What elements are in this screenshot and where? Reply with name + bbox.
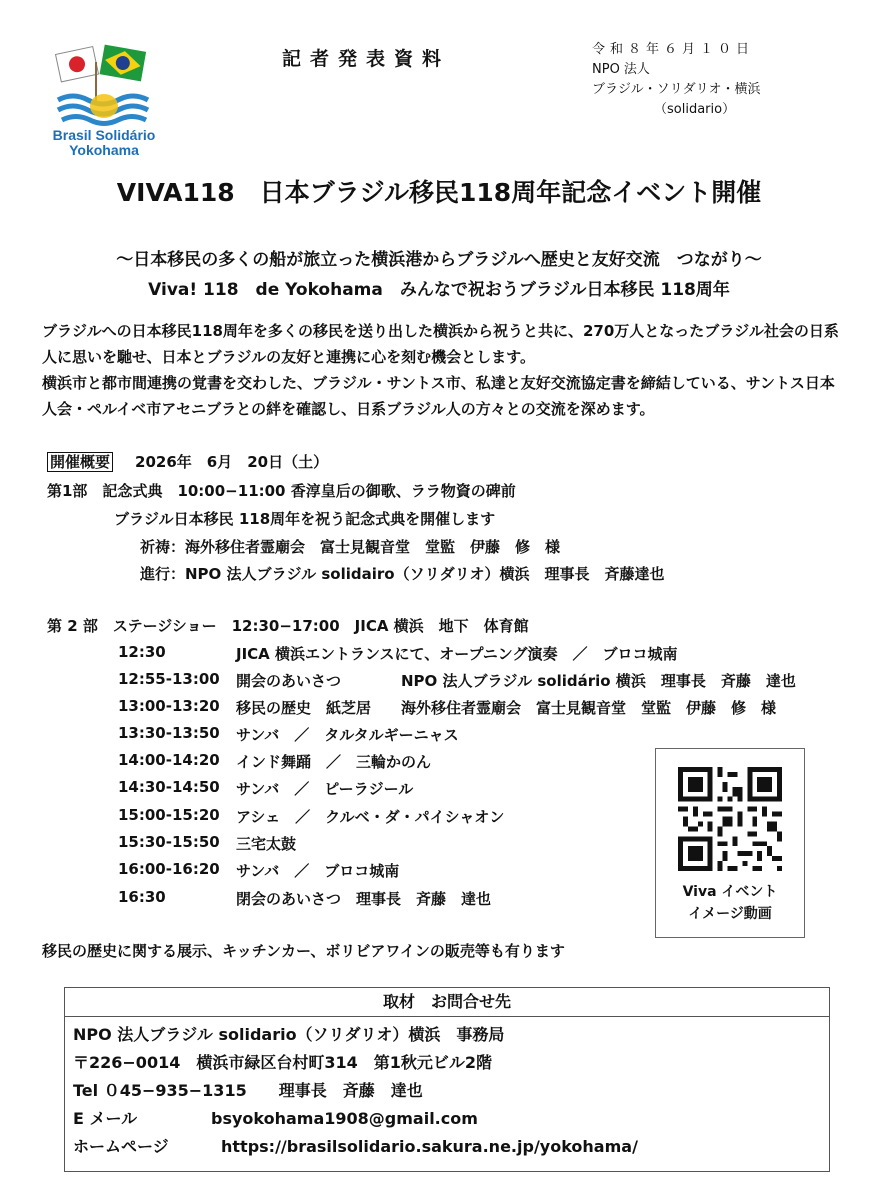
schedule-time: 15:30-15:50 — [118, 833, 220, 851]
qr-caption — [656, 881, 804, 925]
part1-description: ブラジル日本移民 118周年を祝う記念式典を開催します — [114, 510, 496, 528]
homepage-link[interactable]: https://brasilsolidario.sakura.ne.jp/yokohama/ — [221, 1137, 638, 1156]
qr-code-panel — [655, 748, 805, 938]
schedule-time: 13:30-13:50 — [118, 724, 220, 742]
schedule-time: 15:00-15:20 — [118, 806, 220, 824]
issue-date: 令和８年６月１０日 — [592, 42, 755, 57]
email-link[interactable]: bsyokohama1908@gmail.com — [211, 1109, 478, 1128]
overview-line — [47, 451, 328, 472]
schedule-item: サンバ ／ タルタルギーニャス — [236, 726, 459, 744]
part1-prayer: 祈祷：海外移住者霊廟会 富士見観音堂 堂監 伊藤 修 様 — [140, 538, 561, 556]
qr-caption-line2: イメージ動画 — [688, 906, 772, 922]
part2-heading: 第 2 部 ステージショー 12:30−17:00 JICA 横浜 地下 体育館 — [47, 617, 529, 635]
schedule-item: JICA 横浜エントランスにて、オープニング演奏 ／ ブロコ城南 — [236, 645, 678, 663]
schedule-item: 閉会のあいさつ 理事長 斉藤 達也 — [236, 890, 492, 908]
contact-tel: Tel ０45−935−1315 理事長 斉藤 達也 — [73, 1081, 423, 1100]
schedule-item: インド舞踊 ／ 三輪かのん — [236, 753, 432, 771]
schedule-item: サンバ ／ ブロコ城南 — [236, 862, 400, 880]
page-title: VIVA118 日本ブラジル移民118周年記念イベント開催 — [116, 178, 762, 207]
schedule-time: 16:00-16:20 — [118, 860, 220, 878]
schedule-item: 移民の歴史 紙芝居 海外移住者霊廟会 富士見観音堂 堂監 伊藤 修 様 — [236, 699, 777, 717]
schedule-item: サンバ ／ ピーラジール — [236, 780, 414, 798]
issuer-info — [592, 40, 761, 120]
email-label: E メール — [73, 1109, 138, 1128]
contact-homepage-row — [73, 1134, 638, 1157]
schedule-item: アシェ ／ クルベ・ダ・パイシャオン — [236, 808, 505, 826]
intro-text — [42, 318, 842, 422]
logo-text-line1: Brasil Solidário — [52, 127, 156, 143]
contact-title: 取材 お問合せ先 — [65, 988, 829, 1017]
schedule-item: 開会のあいさつ NPO 法人ブラジル solidário 横浜 理事長 斉藤 達也 — [236, 672, 796, 690]
schedule-time: 12:30 — [118, 643, 166, 661]
schedule-time: 14:00-14:20 — [118, 751, 220, 769]
subtitle-2: Viva! 118 de Yokohama みんなで祝おうブラジル日本移民 118周年 — [148, 280, 730, 300]
logo-text-line2: Yokohama — [69, 142, 139, 158]
contact-box — [64, 987, 830, 1172]
overview-label: 開催概要 — [47, 452, 113, 472]
schedule-time: 13:00-13:20 — [118, 697, 220, 715]
intro-paragraph-1: ブラジルへの日本移民118周年を多くの移民を送り出した横浜から祝うと共に、270万人となったブラジル社会の日系人に思いを馳せ、日本とブラジルの友好と連携に心を刻む機会とします。 — [42, 322, 839, 366]
schedule-time: 12:55-13:00 — [118, 670, 220, 688]
part1-heading: 第1部 記念式典 10:00−11:00 香淳皇后の御歌、ララ物資の碑前 — [47, 482, 516, 500]
schedule-time: 16:30 — [118, 888, 166, 906]
homepage-label: ホームページ — [73, 1137, 169, 1156]
document-type: 記者発表資料 — [282, 48, 451, 70]
intro-paragraph-2: 横浜市と都市間連携の覚書を交わした、ブラジル・サントス市、私達と友好交流協定書を締結している、サントス日本人会・ペルイベ市アセニブラとの絆を確認し、日系ブラジル人の方々との交流を深めます。 — [42, 374, 835, 418]
contact-address: 〒226−0014 横浜市緑区台村町314 第1秋元ビル2階 — [73, 1053, 493, 1072]
issuer-org-line3: （solidario） — [654, 102, 736, 117]
issuer-org-line2: ブラジル・ソリダリオ・横浜 — [592, 82, 761, 97]
additional-note: 移民の歴史に関する展示、キッチンカー、ボリビアワインの販売等も有ります — [42, 942, 565, 960]
contact-email-row — [73, 1106, 478, 1129]
schedule-item: 三宅太鼓 — [236, 835, 297, 853]
subtitle-1: 〜日本移民の多くの船が旅立った横浜港からブラジルへ歴史と友好交流 つながり〜 — [116, 250, 762, 270]
issuer-org-line1: NPO 法人 — [592, 62, 650, 77]
contact-org: NPO 法人ブラジル solidario（ソリダリオ）横浜 事務局 — [73, 1025, 505, 1044]
qr-caption-line1: Viva イベント — [682, 884, 778, 900]
logo-text — [44, 128, 164, 158]
schedule-time: 14:30-14:50 — [118, 778, 220, 796]
part1-mc: 進行：NPO 法人ブラジル solidairo（ソリダリオ）横浜 理事長 斉藤達也 — [140, 565, 665, 583]
event-date: 2026年 6月 20日（土） — [135, 453, 329, 471]
qr-code[interactable] — [678, 767, 782, 871]
